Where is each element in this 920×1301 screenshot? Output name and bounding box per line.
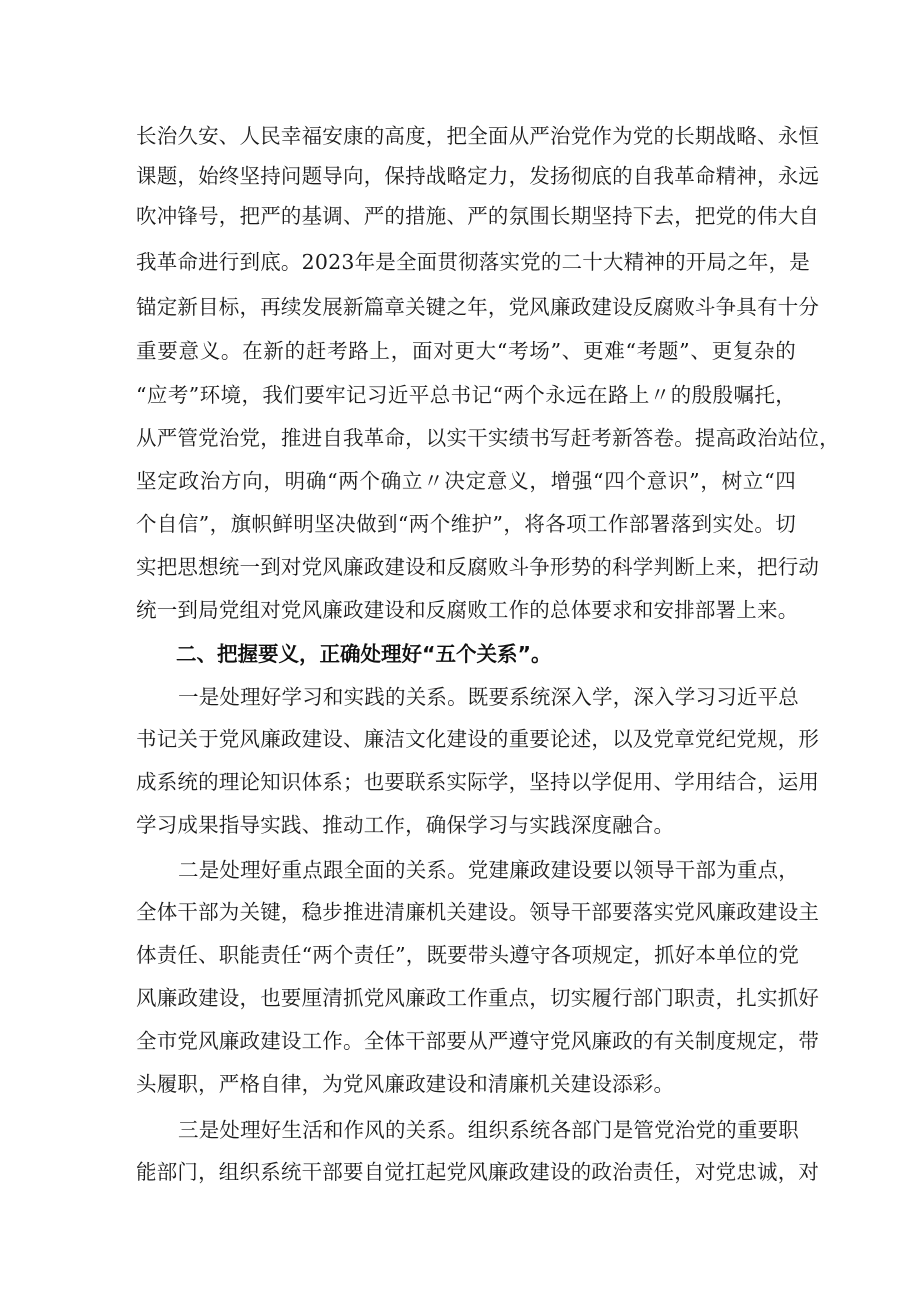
paragraph1-line-1: 长治久安、人民幸福安康的高度，把全面从严治党作为党的长期战略、永恒: [136, 124, 820, 148]
paragraph1-line-11: 实把思想统一到对党风廉政建设和反腐败斗争形势的科学判断上来，把行动: [136, 555, 820, 579]
paragraph4-line-1: 三是处理好生活和作风的关系。组织系统各部门是管党治党的重要职: [178, 1118, 799, 1142]
paragraph2-line-1: 一是处理好学习和实践的关系。既要系统深入学，深入学习习近平总: [178, 685, 799, 709]
paragraph3-line-3: 体责任、职能责任“两个责任”，既要带头遵守各项规定，抓好本单位的党: [136, 943, 800, 967]
paragraph1-line-9: 坚定政治方向，明确“两个确立〃决定意义，增强“四个意识”，树立“四: [136, 469, 796, 493]
paragraph1-line-10: 个自信”，旗帜鲜明坚决做到“两个维护”，将各项工作部署落到实处。切: [136, 512, 796, 536]
paragraph3-line-4: 风廉政建设，也要厘清抓党风廉政工作重点，切实履行部门职责，扎实抓好: [136, 986, 820, 1010]
paragraph3-line-1: 二是处理好重点跟全面的关系。党建廉政建设要以领导干部为重点，: [178, 858, 799, 882]
paragraph1-line-6: 重要意义。在新的赶考路上，面对更大“考场”、更难“考题”、更复杂的: [136, 339, 796, 363]
section-heading: 二、把握要义，正确处理好“五个关系”。: [176, 642, 552, 666]
paragraph1-line-4: 我革命进行到底。2023年是全面贯彻落实党的二十大精神的开局之年，是: [136, 250, 810, 274]
paragraph2-line-2: 书记关于党风廉政建设、廉洁文化建设的重要论述，以及党章党纪党规，形: [136, 727, 820, 751]
paragraph3-line-2: 全体干部为关键，稳步推进清廉机关建设。领导干部要落实党风廉政建设主: [136, 900, 820, 924]
paragraph2-line-4: 学习成果指导实践、推动工作，确保学习与实践深度融合。: [136, 813, 675, 837]
paragraph1-line-8: 从严管党治党，推进自我革命，以实干实绩书写赶考新答卷。提高政治站位，: [136, 426, 840, 450]
paragraph2-line-3: 成系统的理论知识体系；也要联系实际学，坚持以学促用、学用结合，运用: [136, 770, 820, 794]
paragraph1-line-3: 吹冲锋号，把严的基调、严的措施、严的氛围长期坚持下去，把党的伟大自: [136, 204, 820, 228]
paragraph1-line-2: 课题，始终坚持问题导向，保持战略定力，发扬彻底的自我革命精神，永远: [136, 164, 820, 188]
paragraph3-line-5: 全市党风廉政建设工作。全体干部要从严遵守党风廉政的有关制度规定，带: [136, 1029, 820, 1053]
paragraph3-line-6: 头履职，严格自律，为党风廉政建设和清廉机关建设添彩。: [136, 1072, 675, 1096]
paragraph4-line-2: 能部门，组织系统干部要自觉扛起党风廉政建设的政治责任，对党忠诚，对: [136, 1160, 820, 1184]
paragraph1-line-12: 统一到局党组对党风廉政建设和反腐败工作的总体要求和安排部署上来。: [136, 598, 799, 622]
paragraph1-line-7: “应考”环境，我们要牢记习近平总书记“两个永远在路上〃的殷殷嘱托，: [136, 383, 796, 407]
paragraph1-line-5: 锚定新目标，再续发展新篇章关键之年，党风廉政建设反腐败斗争具有十分: [136, 295, 820, 319]
